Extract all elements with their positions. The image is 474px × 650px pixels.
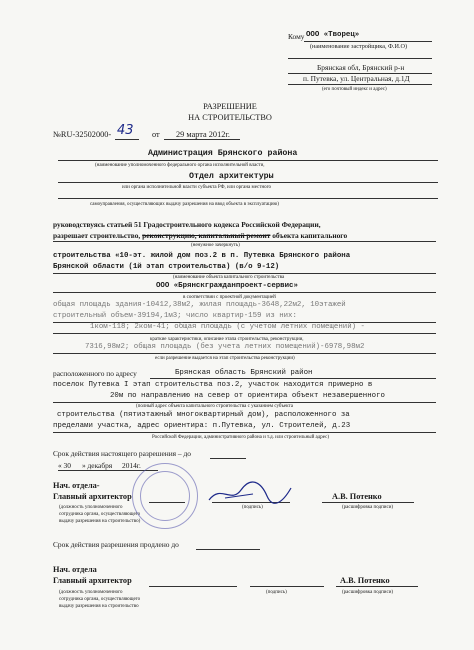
signer1-cap-signature: (подпись) xyxy=(242,505,263,510)
address-caption: (его почтовый индекс и адрес) xyxy=(322,87,387,92)
body-line2 xyxy=(53,232,347,239)
signer2-role-line1: Нач. отдела xyxy=(53,565,97,574)
body-line2-b: объекта капитального xyxy=(272,231,348,240)
developer-name: ООО «Брянскгражданпроект-сервис» xyxy=(156,282,298,290)
official-stamp-inner xyxy=(140,471,190,521)
body-line1: руководствуясь статьей 51 Градостроительного кодекса Российской Федерации, xyxy=(53,220,321,229)
document-subtitle: НА СТРОИТЕЛЬСТВО xyxy=(188,113,272,122)
department-name: Отдел архитектуры xyxy=(189,172,274,181)
body-line2-a: разрешает строительство, xyxy=(53,231,141,240)
signer1-role-line2: Главный архитектор xyxy=(53,492,132,501)
characteristics-caption2: если разрешение выдается на этап строительства реконструкции) xyxy=(155,356,295,361)
location-line3: 20м по направлению на север от ориентира объект незавершенного xyxy=(110,392,385,400)
validity-month: » декабря xyxy=(82,461,113,470)
signer1-name: А.В. Потенко xyxy=(332,492,382,501)
signer1-role-line1: Нач. отдела- xyxy=(53,481,100,490)
strike-caption: (ненужное зачеркнуть) xyxy=(191,243,240,248)
body-line2-strike: реконструкцию, капитальный ремонт xyxy=(142,231,271,240)
address-line1: Брянская обл, Брянский р-н xyxy=(317,63,405,72)
signer2-cap-position1: (должность уполномоченного xyxy=(59,590,123,595)
signer2-cap-position2: сотрудника органа, осуществляющего xyxy=(59,597,141,602)
location-line4: строительства (пятиэтажный многоквартирный дом), расположенного за xyxy=(57,411,350,419)
signer1-cap-decode: (расшифровка подписи) xyxy=(342,505,394,510)
authority-name: Администрация Брянского района xyxy=(148,149,298,158)
signer1-cap-position2: сотрудника органа, осуществляющего xyxy=(59,512,141,517)
characteristics-line3: 1ком-118; 2ком-41; общая площадь (с учетом летних помещений) - xyxy=(90,323,365,331)
permit-date: 29 марта 2012г. xyxy=(176,130,230,139)
characteristics-line4: 7316,98м2; общая площадь (без учета летних помещений)-6978,98м2 xyxy=(85,343,365,351)
signer2-cap-decode: (расшифровка подписи) xyxy=(342,590,394,595)
location-caption3: Российской Федерации, административного района и т.д. или строительный адрес) xyxy=(152,435,330,440)
signer2-cap-signature: (подпись) xyxy=(266,590,287,595)
document-title: РАЗРЕШЕНИЕ xyxy=(203,102,257,111)
validity-year: 2014г. xyxy=(122,461,141,470)
authority-caption2: или органа исполнительной власти субъекта РФ, или органа местного xyxy=(122,185,272,190)
signer2-role-line2: Главный архитектор xyxy=(53,576,132,585)
authority-caption3: самоуправления, осуществляющих выдачу разрешения на ввод объекта в эксплуатацию) xyxy=(90,202,279,207)
validity-label: Срок действия настоящего разрешения – до xyxy=(53,449,191,458)
body-line3: строительства «10-эт. жилой дом поз.2 в п. Путевка Брянского района xyxy=(53,252,351,260)
address-line2: п. Путевка, ул. Центральная, д.1Д xyxy=(303,74,410,83)
location-label: расположенного по адресу xyxy=(53,369,137,378)
project-caption: в соответствии с проектной документацией xyxy=(183,295,276,300)
location-line1: Брянская область Брянский район xyxy=(175,369,313,377)
to-label: Кому xyxy=(288,32,305,41)
extension-label: Срок действия разрешения продлено до xyxy=(53,540,179,549)
permit-number-prefix: №RU-32502000- xyxy=(53,130,112,139)
signer1-cap-position3: выдачу разрешения на строительство) xyxy=(59,519,141,524)
location-line2: поселок Путевка I этап строительства поз.2, участок находится примерно в xyxy=(53,381,373,389)
permit-number-handwritten: 43 xyxy=(117,123,134,138)
validity-day: « 30 xyxy=(58,461,71,470)
location-caption1: (полный адрес объекта капитального строительства с указанием субъекта xyxy=(136,404,293,409)
body-line4: Брянской области (1й этап строительства) (в/о 9-12) xyxy=(53,263,280,271)
location-line5: пределами участка, адрес ориентира: п.Путевка, ул. Строителей, д.23 xyxy=(53,422,351,430)
object-caption: (наименование объекта капитального строительства xyxy=(173,275,285,280)
recipient-caption: (наименование застройщика, Ф.И.О) xyxy=(310,43,408,50)
characteristics-caption: краткие характеристики, описание этапа строительства, реконструкции, xyxy=(150,337,304,342)
recipient-name: ООО «Творец» xyxy=(306,31,360,39)
permit-from-label: от xyxy=(152,130,160,139)
signer2-cap-position3: выдачу разрешения на строительство xyxy=(59,604,139,609)
characteristics-line2: строительный объем-39194,1м3; число квартир-159 из них: xyxy=(53,312,297,320)
characteristics-line1: общая площадь здания-10412,38м2, жилая площадь-3648,22м2, 10этажей xyxy=(53,301,346,309)
signer2-name: А.В. Потенко xyxy=(340,576,390,585)
signer1-cap-position1: (должность уполномоченного xyxy=(59,505,123,510)
authority-caption1: (наименование уполномоченного федерального органа исполнительной власти, xyxy=(95,163,265,168)
handwritten-signature xyxy=(205,478,295,508)
